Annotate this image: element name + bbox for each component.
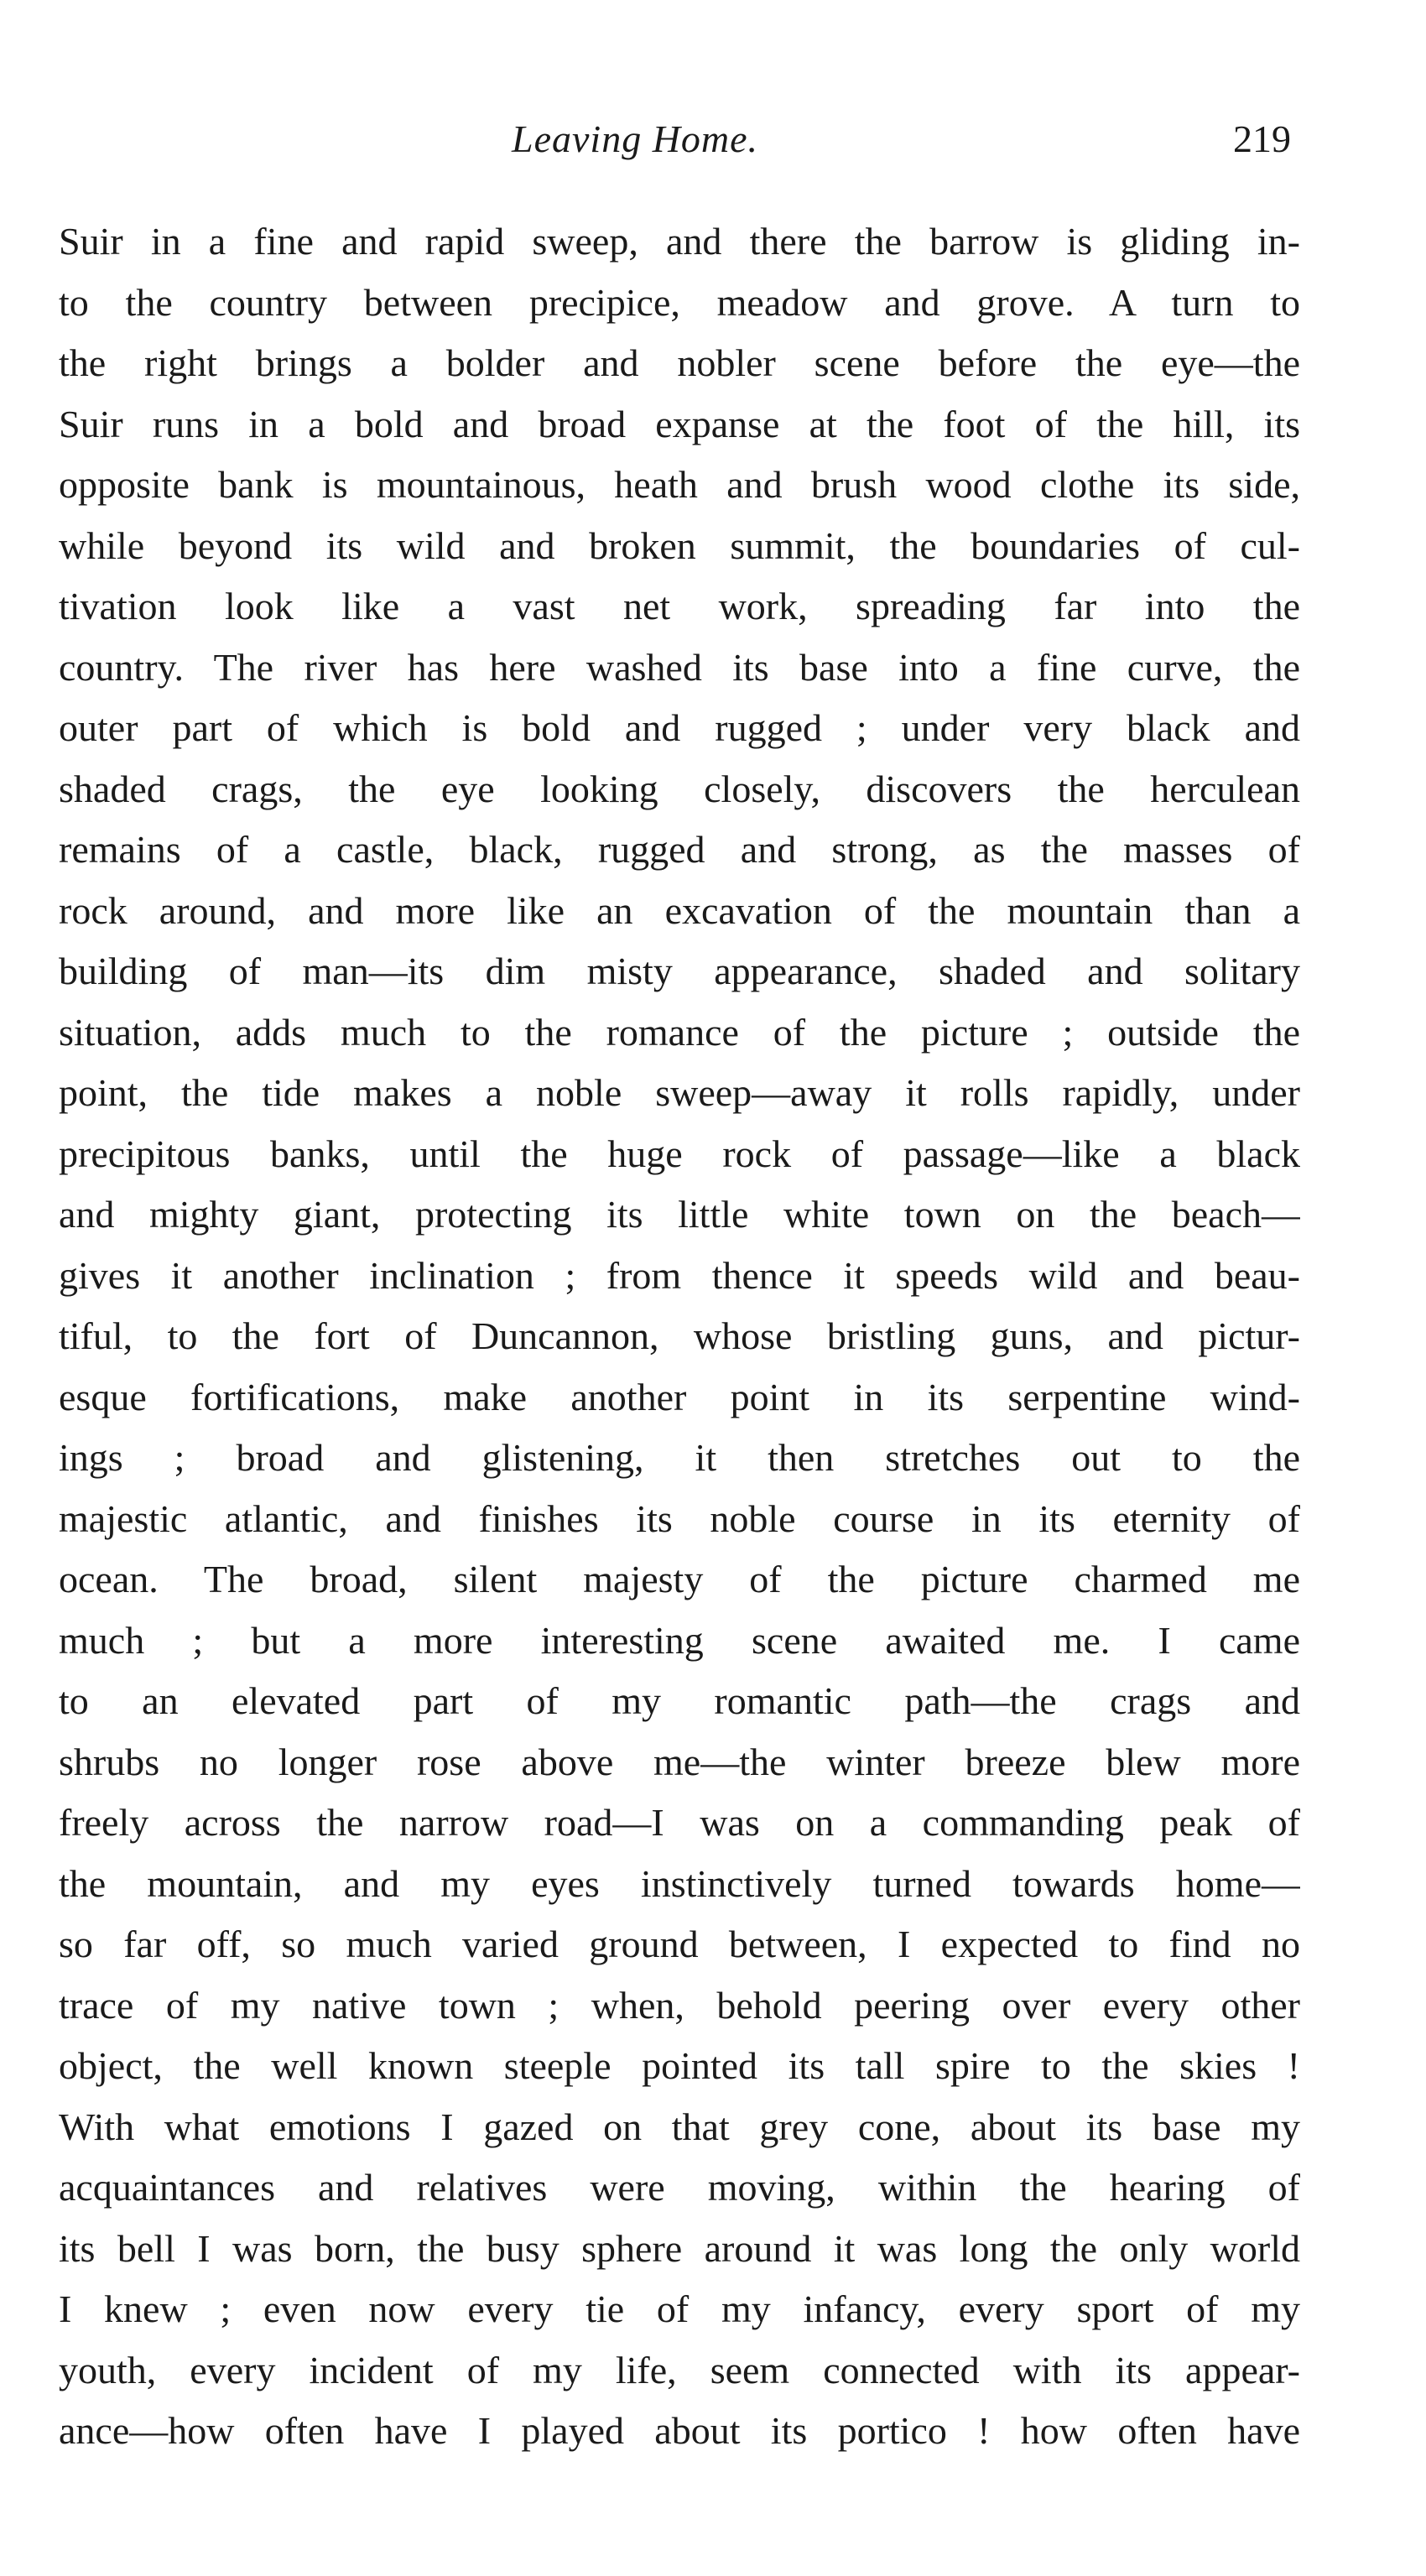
text-line: acquaintances and relatives were moving, within the hearing of [59,2166,1300,2209]
text-line: the mountain, and my eyes instinctively turned towards home— [59,1861,1300,1905]
text-line: its bell I was born, the busy sphere around it was long the only world [59,2226,1300,2270]
text-line: Suir runs in a bold and broad expanse at the foot of the hill, its [59,402,1300,445]
text-line: situation, adds much to the romance of the picture ; outside the [59,1010,1300,1054]
body-text [59,211,1300,2462]
text-line: freely across the narrow road—I was on a commanding peak of [59,1801,1300,1844]
text-line: tivation look like a vast net work, spreading far into the [59,585,1300,627]
text-line: ings ; broad and glistening, it then stretches out to the [59,1436,1300,1479]
text-line: point, the tide makes a noble sweep—away it rolls rapidly, under [59,1071,1300,1114]
text-line: to an elevated part of my romantic path—the crags and [59,1679,1300,1722]
text-line: object, the well known steeple pointed its tall spire to the skies ! [59,2044,1300,2087]
text-line: With what emotions I gazed on that grey cone, about its base my [59,2105,1300,2148]
text-line: opposite bank is mountainous, heath and brush wood clothe its side, [59,463,1300,506]
text-line: youth, every incident of my life, seem connected with its appear- [59,2348,1300,2391]
text-line: majestic atlantic, and finishes its noble course in its eternity of [59,1496,1300,1540]
text-line: ocean. The broad, silent majesty of the picture charmed me [59,1558,1300,1600]
text-line: remains of a castle, black, rugged and strong, as the masses of [59,828,1300,871]
text-line: shaded crags, the eye looking closely, discovers the herculean [59,767,1300,810]
text-line: rock around, and more like an excavation of the mountain than a [59,888,1300,932]
text-line: tiful, to the fort of Duncannon, whose bristling guns, and pictur- [59,1314,1300,1357]
text-line: so far off, so much varied ground between, I expected to find no [59,1923,1300,1965]
text-line: Suir in a fine and rapid sweep, and there the barrow is gliding in- [59,220,1300,263]
text-line: to the country between precipice, meadow and grove. A turn to [59,280,1300,324]
text-line: esque fortifications, make another point in its serpentine wind- [59,1375,1300,1418]
text-line: ance—how often have I played about its portico ! how often have [59,2409,1300,2452]
page-number: 219 [1233,117,1291,160]
text-line: while beyond its wild and broken summit, the boundaries of cul- [59,523,1300,567]
text-line: and mighty giant, protecting its little white town on the beach— [59,1193,1300,1236]
text-line: I knew ; even now every tie of my infancy, every sport of my [59,2287,1300,2330]
text-line: precipitous banks, until the huge rock of passage—like a black [59,1132,1300,1175]
text-line: much ; but a more interesting scene awaited me. I came [59,1618,1300,1662]
text-line: outer part of which is bold and rugged ; under very black and [59,706,1300,749]
text-line: country. The river has here washed its base into a fine curve, the [59,645,1300,689]
text-line: building of man—its dim misty appearance, shaded and solitary [59,950,1300,992]
running-title: Leaving Home. [512,117,759,160]
text-line: the right brings a bolder and nobler scene before the eye—the [59,341,1300,384]
text-line: trace of my native town ; when, behold peering over every other [59,1983,1300,2027]
running-head [0,116,1426,166]
text-line: shrubs no longer rose above me—the winter breeze blew more [59,1740,1300,1783]
text-line: gives it another inclination ; from thence it speeds wild and beau- [59,1253,1300,1297]
